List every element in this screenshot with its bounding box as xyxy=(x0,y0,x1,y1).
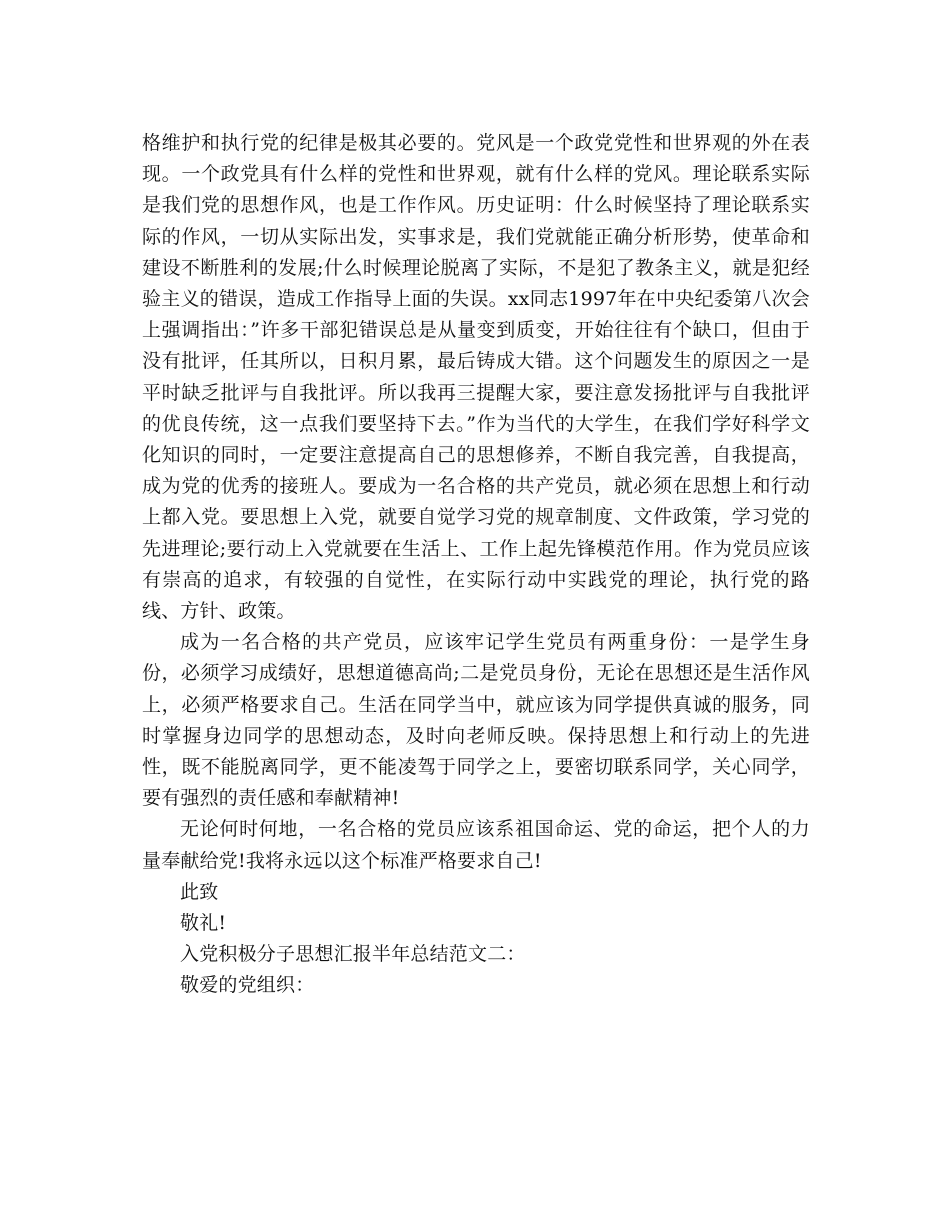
body-paragraph-1: 格维护和执行党的纪律是极其必要的。党风是一个政党党性和世界观的外在表现。一个政党具有什么样的党性和世界观，就有什么样的党风。理论联系实际是我们党的思想作风，也是工作作风。历史证明：什么时候坚持了理论联系实际的作风，一切从实际出发，实事求是，我们党就能正确分析形势，使革命和建设不断胜利的发展;什么时候理论脱离了实际，不是犯了教条主义，就是犯经验主义的错误，造成工作指导上面的失误。xx同志1997年在中央纪委第八次会上强调指出：”许多干部犯错误总是从量变到质变，开始往往有个缺口，但由于没有批评，任其所以，日积月累，最后铸成大错。这个问题发生的原因之一是平时缺乏批评与自我批评。所以我再三提醒大家，要注意发扬批评与自我批评的优良传统，这一点我们要坚持下去。”作为当代的大学生，在我们学好科学文化知识的同时，一定要注意提高自己的思想修养，不断自我完善，自我提高，成为党的优秀的接班人。要成为一名合格的共产党员，就必须在思想上和行动上都入党。要思想上入党，就要自觉学习党的规章制度、文件政策，学习党的先进理论;要行动上入党就要在生活上、工作上起先锋模范作用。作为党员应该有崇高的追求，有较强的自觉性，在实际行动中实践党的理论，执行党的路线、方针、政策。 xyxy=(142,132,810,623)
document-body xyxy=(142,128,810,1002)
closing-line: 此致 xyxy=(180,880,219,903)
closing-salute: 敬礼! xyxy=(180,912,227,935)
section-title: 入党积极分子思想汇报半年总结范文二： xyxy=(180,943,526,966)
salutation-line: 敬爱的党组织： xyxy=(180,974,315,997)
body-paragraph-2: 成为一名合格的共产党员，应该牢记学生党员有两重身份：一是学生身份，必须学习成绩好，思想道德高尚;二是党员身份，无论在思想还是生活作风上，必须严格要求自己。生活在同学当中，就应该为同学提供真诚的服务，同时掌握身边同学的思想动态，及时向老师反映。保持思想上和行动上的先进性，既不能脱离同学，更不能凌驾于同学之上，要密切联系同学，关心同学，要有强烈的责任感和奉献精神! xyxy=(142,631,810,810)
body-paragraph-3: 无论何时何地，一名合格的党员应该系祖国命运、党的命运，把个人的力量奉献给党!我将永远以这个标准严格要求自己! xyxy=(142,818,810,872)
